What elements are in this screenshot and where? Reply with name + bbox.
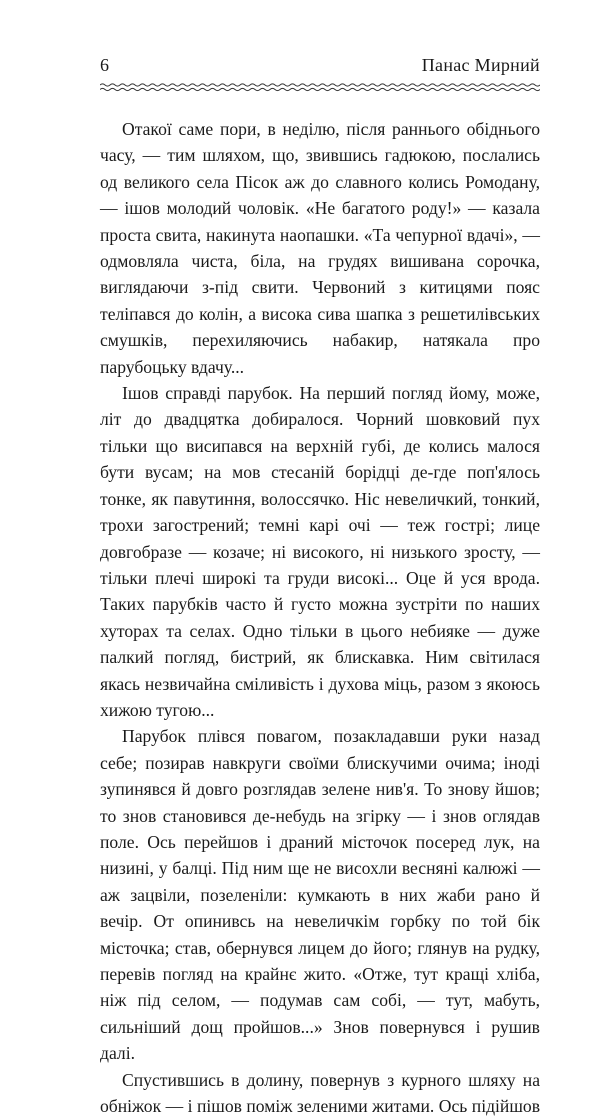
- running-head: [100, 55, 540, 81]
- paragraph: Отакої саме пори, в неділю, після раннього обіднього часу, — тим шляхом, що, звившись гадюкою, послались од великого села Пісок аж до славного колись Ромодану, — ішов молодий чоловік. «Не багатого роду!» — казала проста свита, накинута наопашки. «Та чепурної вдачі», — одмовляла чиста, біла, на грудях вишивана сорочка, виглядаючи з-під свити. Червоний з китицями пояс теліпався до колін, а висока сива шапка з решетилівських смушків, перехиляючись набакир, натякала про парубоцьку вдачу...: [100, 119, 540, 377]
- paragraph: Парубок плівся повагом, позакладавши руки назад себе; позирав навкруги своїми блискучими очима; іноді зупинявся й довго розглядав зелене нив'я. То знову йшов; то знов становився де-небудь на згірку — і знов оглядав поле. Ось перейшов і драний місточок посеред лук, на низині, у балці. Під ним ще не висохли весняні калюжі — аж зацвіли, позеленіли: кумкають в них жаби рано й вечір. От опинивсь на невеличкім горбку по той бік місточка; став, обернувся лицем до його; глянув на рудку, перевів погляд на крайнє жито. «Отже, тут кращі хліба, ніж під селом, — подумав сам собі, — тут, мабуть, сильніший дощ пройшов...» Знов повернувся і рушив далі.: [100, 726, 540, 1064]
- body-text: [100, 116, 540, 1119]
- wavy-rule-ornament: [100, 81, 540, 93]
- paragraph: Ішов справді парубок. На перший погляд йому, може, літ до двадцятка добиралося. Чорний шовковий пух тільки що висипався на верхній губі, де колись малося бути вусам; на мов стесаній борідці де-где поп'ялось тонке, як павутиння, волоссячко. Ніс невеличкий, тонкий, трохи загострений; темні карі очі — теж гострі; лице довгобразе — козаче; ні високого, ні низького зросту, — тільки плечі широкі та груди високі... Оце й уся врода. Таких парубків часто й густо можна зустріти по наших хуторах та селах. Одно тільки в цього небияке — дуже палкий погляд, бистрий, як блискавка. Ним світилася якась незвичайна сміливість і духова міць, разом з якоюсь хижою тугою...: [100, 383, 540, 720]
- running-head-author: Панас Мирний: [421, 55, 540, 75]
- paragraph: Спустившись в долину, повернув з курного шляху на обніжок — і пішов поміж зеленими житами. Ось підійшов: [100, 1069, 540, 1117]
- page-number: 6: [100, 55, 110, 75]
